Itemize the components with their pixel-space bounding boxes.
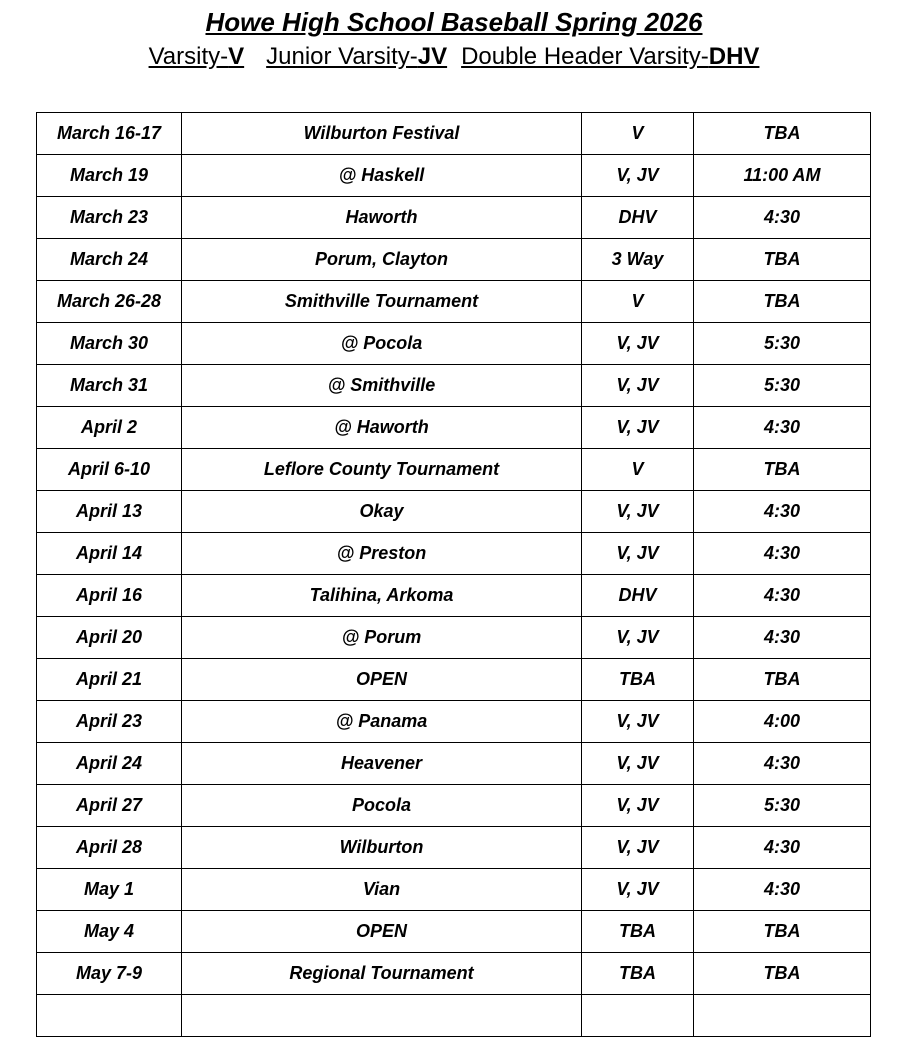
schedule-row	[37, 785, 871, 827]
game-time: 4:30	[694, 827, 871, 869]
game-time: 4:30	[694, 869, 871, 911]
game-date: April 23	[37, 701, 182, 743]
game-level: V, JV	[582, 743, 694, 785]
game-opponent: Pocola	[182, 785, 582, 827]
game-opponent: Haworth	[182, 197, 582, 239]
game-date: April 13	[37, 491, 182, 533]
game-date: May 7-9	[37, 953, 182, 995]
game-level: TBA	[582, 953, 694, 995]
game-opponent: Heavener	[182, 743, 582, 785]
game-level: 3 Way	[582, 239, 694, 281]
game-date: April 2	[37, 407, 182, 449]
game-date: March 24	[37, 239, 182, 281]
jv-code: JV	[417, 43, 448, 70]
game-time: 5:30	[694, 365, 871, 407]
game-time: TBA	[694, 659, 871, 701]
game-time: 4:30	[694, 197, 871, 239]
game-level: V, JV	[582, 491, 694, 533]
game-time: 4:30	[694, 407, 871, 449]
game-time	[694, 995, 871, 1037]
game-opponent: @ Haworth	[182, 407, 582, 449]
game-date: March 23	[37, 197, 182, 239]
schedule-row	[37, 449, 871, 491]
game-time: 4:30	[694, 533, 871, 575]
game-time: 11:00 AM	[694, 155, 871, 197]
game-level: V, JV	[582, 533, 694, 575]
game-date: March 30	[37, 323, 182, 365]
schedule-row	[37, 155, 871, 197]
game-time: TBA	[694, 113, 871, 155]
game-level: TBA	[582, 659, 694, 701]
schedule-row	[37, 575, 871, 617]
schedule-row	[37, 659, 871, 701]
game-time: TBA	[694, 953, 871, 995]
dhv-label: Double Header Varsity-	[461, 43, 709, 70]
game-opponent: Talihina, Arkoma	[182, 575, 582, 617]
game-opponent: @ Preston	[182, 533, 582, 575]
game-time: TBA	[694, 239, 871, 281]
game-time: TBA	[694, 281, 871, 323]
schedule-row	[37, 827, 871, 869]
game-opponent: @ Panama	[182, 701, 582, 743]
game-date: April 20	[37, 617, 182, 659]
schedule-row	[37, 323, 871, 365]
page-title: Howe High School Baseball Spring 2026	[205, 7, 703, 37]
schedule-row	[37, 869, 871, 911]
game-date: April 24	[37, 743, 182, 785]
schedule-table	[36, 112, 871, 1037]
game-level: DHV	[582, 575, 694, 617]
game-level	[582, 995, 694, 1037]
game-level: V, JV	[582, 827, 694, 869]
game-opponent: Vian	[182, 869, 582, 911]
game-date: April 28	[37, 827, 182, 869]
game-opponent: Leflore County Tournament	[182, 449, 582, 491]
game-opponent: Porum, Clayton	[182, 239, 582, 281]
game-opponent: @ Porum	[182, 617, 582, 659]
game-opponent: Regional Tournament	[182, 953, 582, 995]
game-date: May 1	[37, 869, 182, 911]
game-opponent: @ Pocola	[182, 323, 582, 365]
schedule-row	[37, 617, 871, 659]
game-time: 4:00	[694, 701, 871, 743]
schedule-row	[37, 491, 871, 533]
game-level: DHV	[582, 197, 694, 239]
game-date: April 14	[37, 533, 182, 575]
game-level: V, JV	[582, 155, 694, 197]
game-opponent: OPEN	[182, 659, 582, 701]
game-level: V, JV	[582, 617, 694, 659]
game-level: V, JV	[582, 785, 694, 827]
game-date: April 6-10	[37, 449, 182, 491]
jv-label: Junior Varsity-	[266, 43, 418, 70]
game-level: V, JV	[582, 365, 694, 407]
game-level: TBA	[582, 911, 694, 953]
game-time: 4:30	[694, 575, 871, 617]
game-date	[37, 995, 182, 1037]
schedule-row	[37, 533, 871, 575]
game-date: March 16-17	[37, 113, 182, 155]
game-opponent: Smithville Tournament	[182, 281, 582, 323]
game-level: V, JV	[582, 701, 694, 743]
game-date: May 4	[37, 911, 182, 953]
game-opponent: Wilburton Festival	[182, 113, 582, 155]
game-date: March 31	[37, 365, 182, 407]
schedule-row	[37, 953, 871, 995]
game-time: TBA	[694, 911, 871, 953]
varsity-code: V	[228, 43, 245, 70]
dhv-code: DHV	[708, 43, 760, 70]
game-time: 5:30	[694, 323, 871, 365]
game-date: March 26-28	[37, 281, 182, 323]
game-opponent: @ Haskell	[182, 155, 582, 197]
game-time: TBA	[694, 449, 871, 491]
game-level: V	[582, 113, 694, 155]
game-opponent: OPEN	[182, 911, 582, 953]
game-date: March 19	[37, 155, 182, 197]
game-level: V, JV	[582, 323, 694, 365]
game-time: 5:30	[694, 785, 871, 827]
schedule-body	[37, 113, 871, 1037]
game-opponent	[182, 995, 582, 1037]
team-legend	[0, 41, 908, 73]
varsity-label: Varsity-	[148, 43, 229, 70]
game-level: V, JV	[582, 407, 694, 449]
game-opponent: Wilburton	[182, 827, 582, 869]
game-opponent: @ Smithville	[182, 365, 582, 407]
game-level: V	[582, 281, 694, 323]
game-time: 4:30	[694, 491, 871, 533]
game-time: 4:30	[694, 617, 871, 659]
schedule-row	[37, 113, 871, 155]
game-date: April 16	[37, 575, 182, 617]
schedule-row	[37, 239, 871, 281]
schedule-container	[36, 112, 870, 1037]
game-time: 4:30	[694, 743, 871, 785]
schedule-row	[37, 911, 871, 953]
game-date: April 27	[37, 785, 182, 827]
schedule-row	[37, 365, 871, 407]
schedule-row	[37, 197, 871, 239]
game-date: April 21	[37, 659, 182, 701]
schedule-row	[37, 743, 871, 785]
schedule-row	[37, 407, 871, 449]
schedule-row	[37, 281, 871, 323]
schedule-row	[37, 701, 871, 743]
schedule-row	[37, 995, 871, 1037]
game-level: V	[582, 449, 694, 491]
game-opponent: Okay	[182, 491, 582, 533]
game-level: V, JV	[582, 869, 694, 911]
